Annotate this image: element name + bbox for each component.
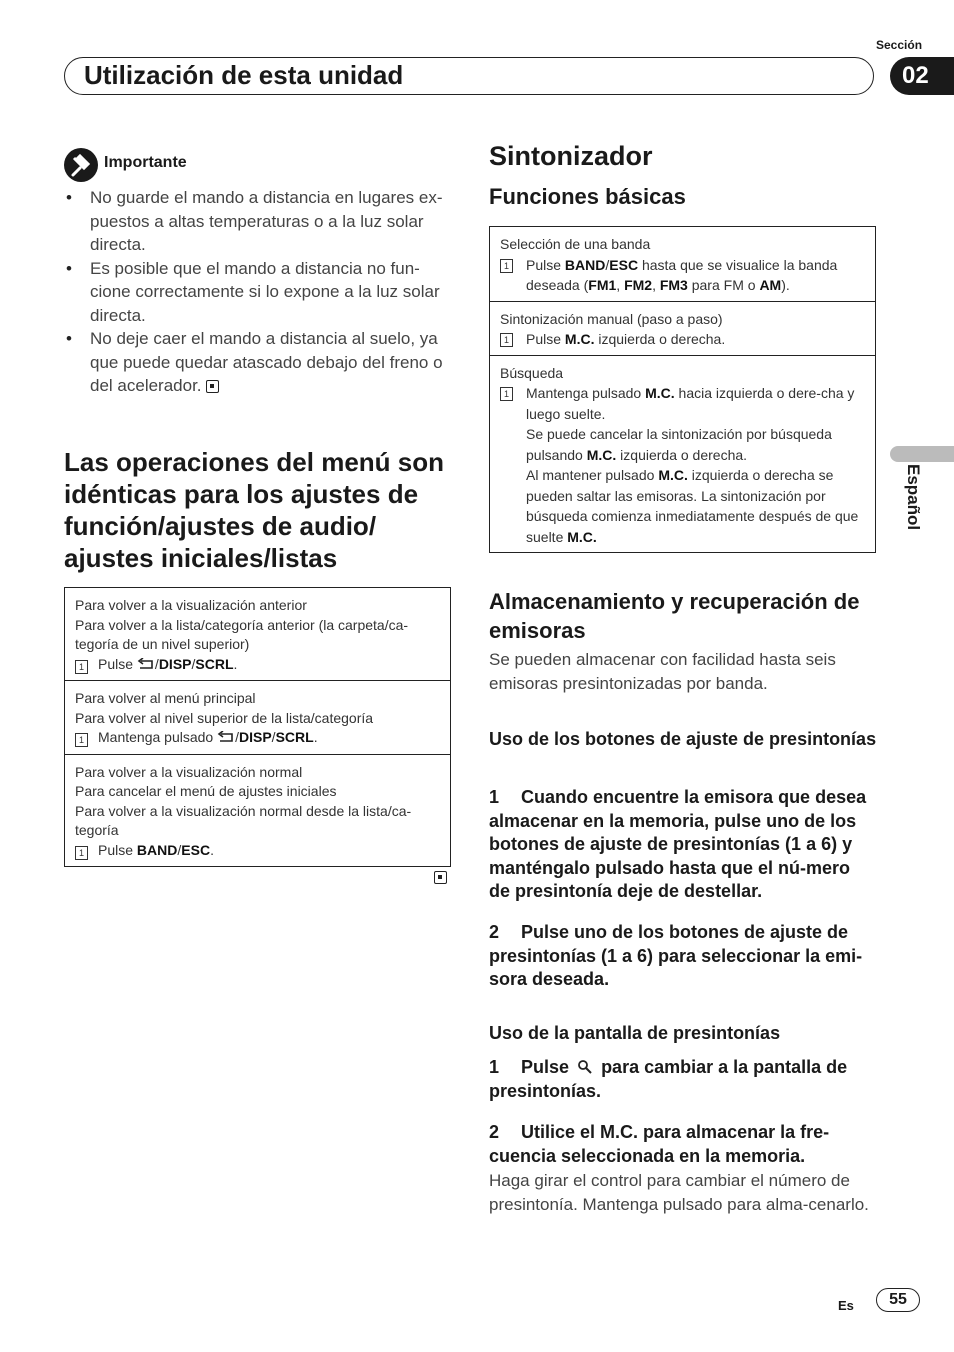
table-row: Para volver a la visualización anterior Para volver a la lista/categoría anterior (la carpeta/ca-tegoría de un nivel superior) 1 Pulse /DISP/SCRL. <box>65 588 450 681</box>
step-2-screen: 2 Utilice el M.C. para almacenar la fre-cuencia seleccionada en la memoria. <box>489 1122 830 1166</box>
list-item: • No deje caer el mando a distancia al suelo, ya que puede quedar atascado debajo del freno o del acelerador. <box>64 327 456 398</box>
step-1-screen: 1 Pulse para cambiar a la pantalla de presintonías. <box>489 1057 848 1101</box>
step-2: 2 Pulse uno de los botones de ajuste de presintonías (1 a 6) para seleccionar la emi-sora deseada. <box>489 922 863 989</box>
step-number: 1 <box>75 733 88 747</box>
list-item: • Es posible que el mando a distancia no fun-cione correctamente si lo expone a la luz solar directa. <box>64 257 456 328</box>
table-row: Búsqueda 1 Mantenga pulsado M.C. hacia izquierda o dere-cha y luego suelte. Se puede cancelar la sintonización por búsqueda pulsando M.C. izquierda o derecha. Al mantener pulsado M.C. izquierda o derecha se pueden saltar las emisoras. La sintonización por búsqueda comienza inmediatamente después de que suelte M.C. <box>500 364 859 545</box>
important-icon <box>64 148 98 182</box>
back-arrow-icon <box>217 731 235 743</box>
storage-heading: Almacenamiento y recuperación de emisoras <box>489 589 860 643</box>
table-row: Para volver al menú principal Para volver al nivel superior de la lista/categoría 1 Mantenga pulsado /DISP/SCRL. <box>65 681 450 755</box>
end-mark-icon <box>206 380 219 393</box>
storage-intro: Se pueden almacenar con facilidad hasta seis emisoras presintonizadas por banda. <box>489 650 836 693</box>
search-icon <box>577 1059 593 1075</box>
step-1: 1 Cuando encuentre la emisora que desea almacenar en la memoria, pulse uno de los botones de ajuste de presintonías (1 a 6) y manténgalo pulsado hasta que el nú-mero de presintonía deje de destellar. <box>489 787 867 901</box>
tuner-heading: Sintonizador <box>489 141 653 171</box>
list-item: • No guarde el mando a distancia en lugares ex-puestos a altas temperaturas o a la luz solar directa. <box>64 186 456 257</box>
back-arrow-icon <box>137 658 155 670</box>
footer-language: Es <box>838 1298 854 1313</box>
language-label: Español <box>904 464 923 531</box>
menu-heading: Las operaciones del menú son idénticas para los ajustes de función/ajustes de audio/ ajustes iniciales/listas <box>64 447 444 573</box>
important-list <box>64 186 456 398</box>
step-2-body: Haga girar el control para cambiar el número de presintonía. Mantenga pulsado para alma-cenarlo. <box>489 1171 869 1214</box>
step-number: 1 <box>75 846 88 860</box>
menu-table <box>64 587 451 867</box>
language-tab <box>890 446 954 462</box>
section-number-badge: 02 <box>890 57 954 95</box>
tuner-subheading: Funciones básicas <box>489 184 686 209</box>
page-number: 55 <box>876 1288 920 1312</box>
important-label: Importante <box>104 154 187 171</box>
table-row: Sintonización manual (paso a paso) 1 Pulse M.C. izquierda o derecha. <box>490 302 875 356</box>
table-row: Para volver a la visualización normal Para cancelar el menú de ajustes iniciales Para volver a la visualización normal desde la lista/ca-tegoría 1 Pulse BAND/ESC. <box>75 763 412 858</box>
step-number: 1 <box>500 259 513 273</box>
preset-buttons-heading: Uso de los botones de ajuste de presintonías <box>489 729 877 749</box>
step-number: 1 <box>75 660 88 674</box>
preset-screen-heading: Uso de la pantalla de presintonías <box>489 1023 781 1043</box>
step-number: 1 <box>500 333 513 347</box>
step-number: 1 <box>500 387 513 401</box>
end-mark-icon <box>434 869 447 887</box>
section-label: Sección <box>876 38 923 52</box>
page-title: Utilización de esta unidad <box>84 60 404 90</box>
tuner-table <box>489 226 876 553</box>
table-row: Selección de una banda 1 Pulse BAND/ESC hasta que se visualice la banda deseada (FM1, FM2, FM3 para FM o AM). <box>490 227 875 302</box>
